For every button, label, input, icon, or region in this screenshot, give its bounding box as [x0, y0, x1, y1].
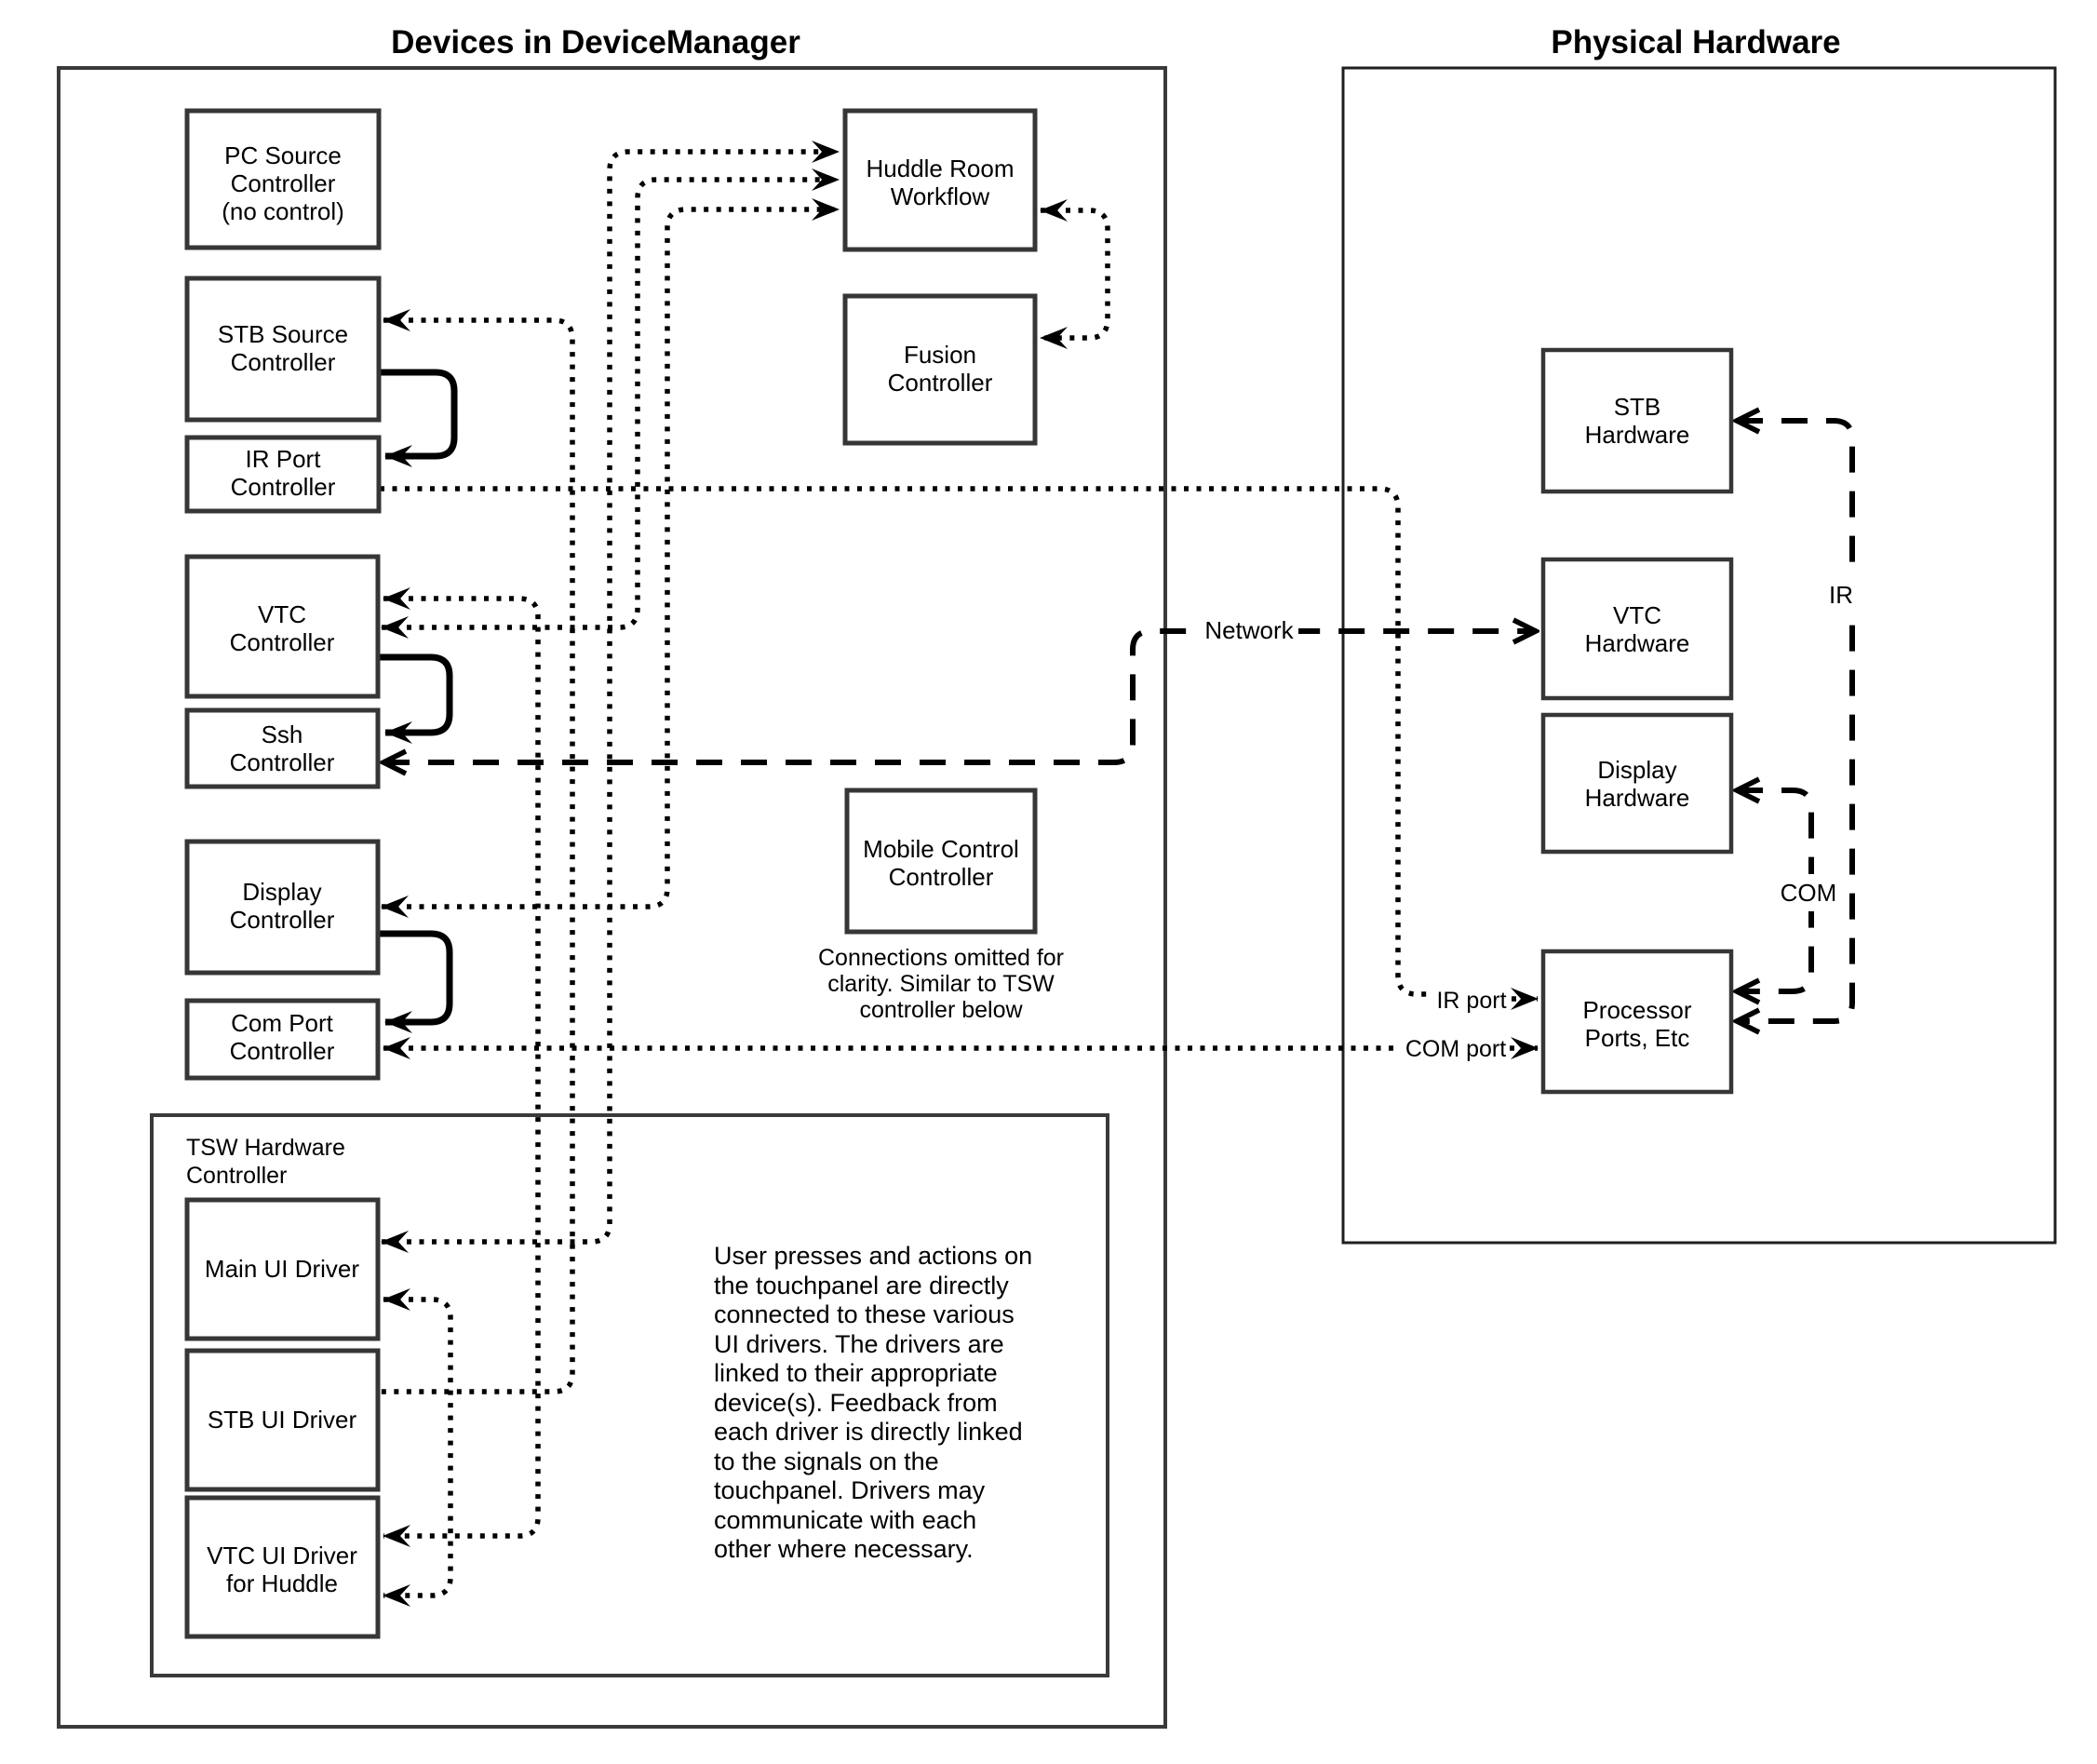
vtc-hardware-label: VTC [1613, 601, 1661, 629]
ir-label: IR [1829, 581, 1853, 609]
physical-hardware-title: Physical Hardware [1551, 24, 1841, 61]
vtc-hardware-label-2: Hardware [1584, 629, 1690, 657]
connector-vtc-ssh-solid [378, 657, 450, 733]
stb-hardware-label-2: Hardware [1584, 421, 1690, 449]
processor-ports-label-2: Ports, Etc [1584, 1024, 1690, 1052]
ir-port-controller-label-2: Controller [230, 473, 336, 501]
com-label: COM [1780, 879, 1837, 907]
mobile-note-line-1: Connections omitted for [817, 945, 1065, 971]
ssh-controller-label: Ssh [261, 720, 303, 748]
connector-stbhw-processor-ir-dashed [1737, 421, 1852, 1021]
stb-ui-driver-label: STB UI Driver [207, 1406, 357, 1434]
tsw-paragraph-line-9: touchpanel. Drivers may [714, 1476, 986, 1504]
main-ui-driver-label: Main UI Driver [204, 1255, 360, 1283]
mobile-control-controller-label-2: Controller [888, 863, 994, 891]
vtc-ui-driver-label-2: for Huddle [226, 1569, 338, 1597]
mobile-note-line-3: controller below [859, 997, 1023, 1023]
mobile-control-controller-label: Mobile Control [863, 835, 1019, 863]
ir-port-label: IR port [1436, 988, 1507, 1014]
vtc-controller-label: VTC [258, 600, 306, 628]
tsw-hardware-controller-label-2: Controller [186, 1163, 288, 1189]
vtc-ui-driver-label: VTC UI Driver [207, 1542, 357, 1569]
network-label: Network [1204, 616, 1294, 644]
display-controller-label-2: Controller [229, 906, 335, 934]
fusion-controller-label: Fusion [903, 341, 977, 369]
tsw-paragraph-line-5: linked to their appropriate [714, 1359, 998, 1387]
tsw-paragraph-line-2: the touchpanel are directly [714, 1272, 1009, 1299]
connector-huddle-display-dotted [382, 209, 839, 907]
com-port-controller-label: Com Port [231, 1009, 333, 1037]
tsw-paragraph-line-4: UI drivers. The drivers are [714, 1330, 1004, 1358]
tsw-paragraph-line-8: to the signals on the [714, 1448, 939, 1475]
fusion-controller-label-2: Controller [887, 369, 993, 397]
connector-ssh-vtchw-network-dashed [383, 631, 1536, 762]
tsw-paragraph-line-10: communicate with each [714, 1506, 977, 1534]
connector-huddle-fusion-dotted [1041, 210, 1108, 338]
stb-hardware-label: STB [1613, 393, 1661, 421]
processor-ports-label: Processor [1582, 996, 1692, 1024]
devices-container-title: Devices in DeviceManager [391, 24, 800, 61]
tsw-paragraph-line-11: other where necessary. [714, 1535, 974, 1563]
com-port-label: COM port [1405, 1036, 1507, 1062]
connector-display-comport-solid [378, 934, 450, 1022]
stb-source-controller-label: STB Source [217, 320, 349, 348]
tsw-paragraph-line-7: each driver is directly linked [714, 1418, 1023, 1446]
connector-stbsource-stbui-dotted [380, 320, 572, 1392]
pc-source-controller-label-2: Controller [230, 169, 336, 197]
display-hardware-label-2: Hardware [1584, 784, 1690, 812]
connector-vtc-vtcui-dotted [383, 599, 538, 1536]
connector-stbsource-irport-solid [378, 372, 454, 456]
tsw-paragraph-line-1: User presses and actions on [714, 1242, 1033, 1270]
tsw-paragraph-line-3: connected to these various [714, 1300, 1015, 1328]
vtc-controller-label-2: Controller [229, 628, 335, 656]
pc-source-controller-label-3: (no control) [222, 197, 344, 225]
mobile-note-line-2: clarity. Similar to TSW [827, 971, 1055, 997]
com-port-controller-label-2: Controller [229, 1037, 335, 1065]
huddle-room-workflow-label-2: Workflow [890, 182, 990, 210]
display-hardware-label: Display [1597, 756, 1677, 784]
ir-port-controller-label: IR Port [245, 445, 321, 473]
huddle-room-workflow-label: Huddle Room [866, 155, 1015, 182]
ssh-controller-label-2: Controller [229, 748, 335, 776]
stb-source-controller-label-2: Controller [230, 348, 336, 376]
display-controller-label: Display [242, 878, 322, 906]
connector-mainui-vtcui-dotted [383, 1299, 450, 1596]
pc-source-controller-label: PC Source [224, 141, 342, 169]
tsw-paragraph-line-6: device(s). Feedback from [714, 1389, 998, 1417]
tsw-hardware-controller-label: TSW Hardware [186, 1135, 345, 1161]
